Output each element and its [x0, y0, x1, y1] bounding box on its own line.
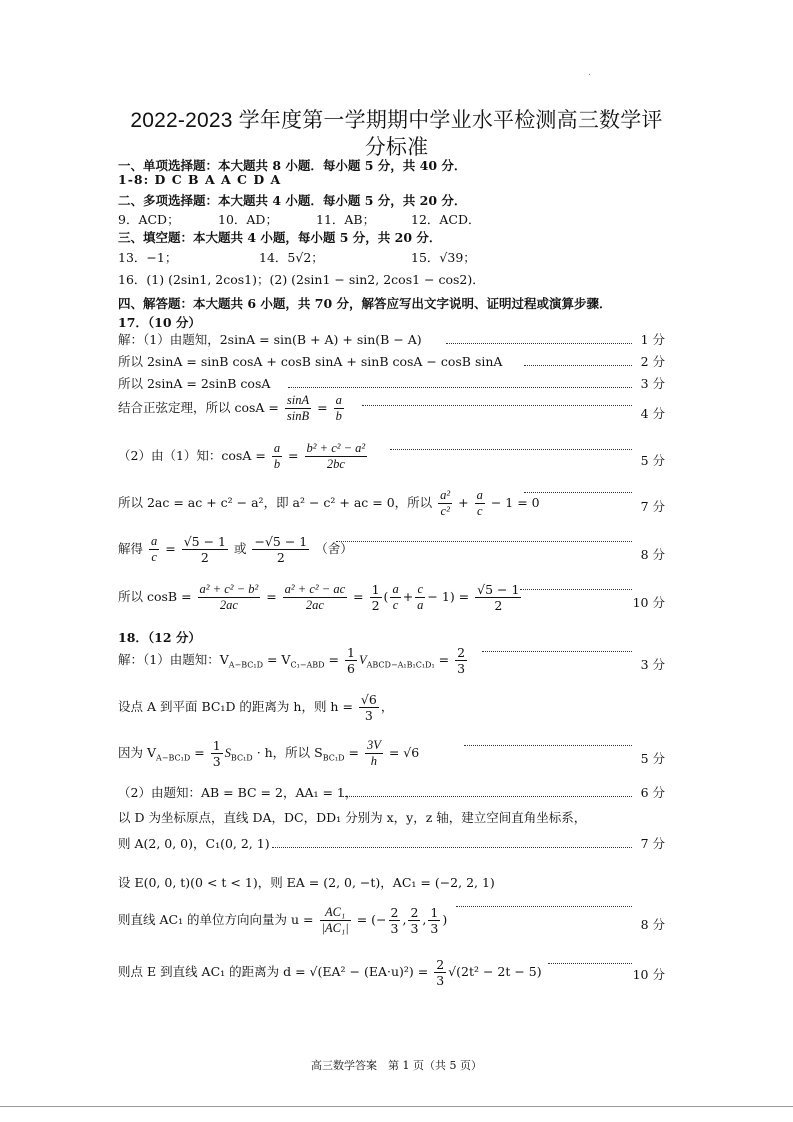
- score: 8 分: [640, 547, 665, 562]
- text: 解得: [118, 541, 144, 556]
- text: 解：（1）由题知：V: [118, 652, 229, 667]
- leader-dots: [446, 343, 632, 344]
- denominator: 2: [371, 598, 380, 613]
- q18-line5: 以 D 为坐标原点，直线 DA，DC，DD₁ 分别为 x，y，z 轴，建立空间直角坐标系，: [118, 810, 587, 825]
- fraction: [389, 905, 401, 936]
- numerator: b² + c² − a²: [306, 441, 366, 455]
- equals: =: [288, 448, 299, 463]
- fraction: [475, 582, 521, 613]
- score: 6 分: [640, 785, 665, 800]
- q17-line2: 所以 2sinA = sinB cosA + cosB sinA + sinB cosA − cosB sinA: [118, 354, 503, 369]
- section-solution-heading: 四、解答题：本大题共 6 小题，共 70 分，解答应写出文字说明、证明过程或演算步骤．: [118, 296, 612, 311]
- text: √(2t² − 2t − 5): [448, 964, 542, 979]
- score: 2 分: [640, 354, 665, 369]
- numerator: a: [335, 393, 342, 407]
- denominator: c²: [440, 504, 450, 518]
- score: 8 分: [640, 917, 665, 932]
- fraction: [359, 692, 379, 723]
- denominator: 3: [364, 708, 373, 723]
- text: 结合正弦定理，所以 cosA =: [118, 400, 279, 415]
- denominator: 3: [212, 754, 221, 769]
- leader-dots: [482, 651, 632, 652]
- fraction: [438, 488, 452, 519]
- text: 设点 A 到平面 BC₁D 的距离为 h，则 h =: [118, 699, 353, 714]
- equals: =: [266, 589, 277, 604]
- score: 3 分: [640, 376, 665, 391]
- numerator: √5 − 1: [477, 582, 520, 597]
- text: 则直线 AC₁ 的单位方向向量为 u =: [118, 912, 314, 927]
- fraction: [455, 645, 467, 676]
- subscript: A−BC₁D: [228, 660, 263, 670]
- fraction: [365, 738, 383, 769]
- answer-12: 12．ACD．: [411, 212, 481, 227]
- text: 或: [233, 541, 247, 556]
- numerator: 2: [410, 905, 419, 920]
- q17-line4: [118, 393, 346, 424]
- denominator: c: [151, 550, 157, 564]
- text: S: [224, 746, 231, 760]
- leader-dots: [520, 589, 632, 590]
- paren: ): [442, 912, 448, 927]
- denominator: c: [476, 504, 483, 518]
- q18-line1: [118, 645, 469, 676]
- subscript: A−BC₁D: [156, 753, 191, 763]
- equals: =: [317, 400, 328, 415]
- subscript: BC₁D: [230, 753, 253, 763]
- q17-line6: [118, 488, 540, 519]
- score: 1 分: [640, 332, 665, 347]
- denominator: |AC₁|: [321, 921, 349, 935]
- q18-line9: [118, 957, 542, 988]
- text: = (−: [356, 912, 387, 927]
- numerator: −√5 − 1: [254, 534, 308, 549]
- text: = √6: [388, 745, 420, 760]
- fraction: [283, 582, 347, 613]
- numerator: 1: [212, 738, 221, 753]
- numerator: a: [392, 582, 399, 596]
- q17-line7: [118, 534, 353, 565]
- text: = V: [266, 652, 291, 667]
- q17-heading: 17．（10 分）: [118, 315, 201, 330]
- score: 7 分: [640, 499, 665, 514]
- text: V: [358, 653, 367, 667]
- fraction: [320, 905, 351, 936]
- denominator: 3: [390, 921, 399, 936]
- answer-15: 15．√39；: [411, 250, 476, 265]
- comma: ,: [402, 912, 407, 927]
- q17-line3: 所以 2sinA = 2sinB cosA: [118, 376, 271, 391]
- fraction: [149, 534, 159, 565]
- leader-dots: [464, 745, 632, 746]
- subscript: ABCD−A₁B₁C₁D₁: [366, 660, 435, 670]
- section-single-choice-answers: 1-8: D C B A A C D A: [118, 172, 282, 187]
- text: 则点 E 到直线 AC₁ 的距离为 d = √(EA² − (EA·u)²) =: [118, 964, 429, 979]
- fraction: [334, 393, 344, 424]
- equals: =: [348, 745, 359, 760]
- denominator: 3: [436, 973, 445, 988]
- numerator: √6: [360, 692, 377, 707]
- denominator: sinB: [286, 409, 310, 423]
- answer-13: 13．−1；: [118, 250, 178, 265]
- denominator: 2: [200, 550, 209, 565]
- leader-dots: [336, 541, 632, 542]
- text: 所以 cosB =: [118, 589, 192, 604]
- answer-10: 10．AD；: [218, 212, 278, 227]
- answer-14: 14．5√2；: [259, 250, 324, 265]
- numerator: AC₁: [320, 905, 351, 921]
- numerator: a² + c² − ac: [284, 582, 346, 596]
- text: 所以 2ac = ac + c² − a²，即 a² − c² + ac = 0，所以: [118, 495, 433, 510]
- numerator: 3V: [366, 738, 381, 752]
- text: （舍）: [315, 541, 353, 556]
- answer-16: 16．(1) (2sin1, 2cos1)；(2) (2sin1 − sin2, 2cos1 − cos2)．: [118, 272, 485, 287]
- leader-dots: [362, 405, 632, 406]
- numerator: a: [151, 534, 158, 548]
- fraction: [370, 582, 382, 613]
- numerator: √5 − 1: [183, 534, 226, 549]
- numerator: 1: [347, 645, 355, 660]
- text: （2）由（1）知：cosA =: [118, 448, 266, 463]
- subscript: BC₁D: [322, 753, 345, 763]
- q17-line5: [118, 441, 369, 472]
- section-fill-heading: 三、填空题：本大题共 4 小题，每小题 5 分，共 20 分．: [118, 230, 442, 245]
- text: · h，所以 S: [256, 745, 323, 760]
- fraction: [272, 441, 282, 472]
- fraction: [182, 534, 228, 565]
- q18-line7: 设 E(0, 0, t)(0 < t < 1)，则 EA = (2, 0, −t)，AC₁ = (−2, 2, 1): [118, 875, 495, 890]
- fraction: [305, 441, 368, 472]
- equals: =: [165, 541, 176, 556]
- fraction: [434, 957, 446, 988]
- leader-dots: [272, 847, 632, 848]
- paren: (: [383, 589, 389, 604]
- numerator: a² + c² − b²: [199, 582, 259, 596]
- score: 10 分: [632, 967, 665, 982]
- text: − 1 = 0: [490, 495, 540, 510]
- equals: =: [353, 589, 364, 604]
- denominator: c: [392, 598, 399, 612]
- plus: +: [402, 589, 414, 604]
- leader-dots: [524, 492, 632, 493]
- equals: =: [328, 652, 340, 667]
- leader-dots: [456, 906, 632, 907]
- text: − 1) =: [427, 589, 470, 604]
- answer-9: 9．ACD；: [118, 212, 180, 227]
- denominator: b: [335, 409, 342, 423]
- numerator: 2: [390, 905, 399, 920]
- denominator: 3: [430, 921, 439, 936]
- dot-mark: .: [588, 68, 591, 78]
- q18-line8: [118, 905, 447, 936]
- equals: =: [438, 652, 450, 667]
- numerator: 2: [457, 645, 466, 660]
- leader-dots: [288, 387, 632, 388]
- numerator: sinA: [286, 393, 310, 407]
- q18-line3: [118, 738, 419, 769]
- denominator: a: [417, 598, 424, 612]
- numerator: c: [415, 582, 425, 598]
- numerator: a: [476, 488, 483, 502]
- q18-line2: [118, 692, 393, 723]
- page-footer: 高三数学答案 第 1 页（共 5 页）: [311, 1059, 482, 1072]
- page-title: 2022-2023 学年度第一学期期中学业水平检测高三数学评: [130, 109, 663, 132]
- denominator: 2: [494, 598, 503, 613]
- score: 10 分: [632, 595, 665, 610]
- fraction: [345, 645, 357, 676]
- numerator: a: [273, 441, 281, 455]
- fraction: [390, 582, 400, 613]
- text: 因为 V: [118, 745, 157, 760]
- score: 4 分: [640, 406, 665, 421]
- numerator: 1: [430, 905, 439, 920]
- bottom-rule: [0, 1106, 793, 1107]
- denominator: b: [273, 457, 281, 471]
- text: ，: [380, 699, 394, 714]
- page-title-cont: 分标准: [364, 136, 429, 159]
- denominator: 3: [410, 921, 419, 936]
- section-single-choice-heading: 一、单项选择题：本大题共 8 小题．每小题 5 分，共 40 分．: [118, 158, 467, 173]
- numerator: 2: [436, 957, 445, 972]
- score: 3 分: [640, 657, 665, 672]
- denominator: 2ac: [305, 598, 324, 612]
- score: 5 分: [640, 751, 665, 766]
- denominator: 2ac: [219, 598, 238, 612]
- denominator: 2bc: [326, 457, 345, 471]
- denominator: 2: [276, 550, 285, 565]
- score: 5 分: [640, 453, 665, 468]
- leader-dots: [524, 365, 632, 366]
- q18-line6: 则 A(2, 0, 0)，C₁(0, 2, 1): [118, 836, 270, 851]
- score: 7 分: [640, 836, 665, 851]
- q17-line1: 解：（1）由题知，2sinA = sin(B + A) + sin(B − A): [118, 332, 422, 347]
- fraction: [408, 905, 420, 936]
- fraction: [428, 905, 440, 936]
- q18-line4: （2）由题知：AB = BC = 2，AA₁ = 1，: [118, 785, 358, 800]
- numerator: a²: [440, 488, 451, 502]
- fraction: [198, 582, 261, 613]
- fraction: [211, 738, 223, 769]
- denominator: h: [370, 754, 378, 768]
- numerator: 1: [371, 582, 380, 597]
- subscript: C₁−ABD: [290, 660, 325, 670]
- fraction: [415, 582, 425, 613]
- plus: +: [458, 495, 469, 510]
- leader-dots: [548, 963, 632, 964]
- answer-11: 11．AB；: [316, 212, 376, 227]
- equals: =: [194, 745, 205, 760]
- section-multi-choice-heading: 二、多项选择题：本大题共 4 小题．每小题 5 分，共 20 分．: [118, 193, 467, 208]
- leader-dots: [340, 796, 632, 797]
- fraction: [475, 488, 485, 519]
- fraction: [252, 534, 309, 565]
- leader-dots: [390, 449, 632, 450]
- comma: ,: [422, 912, 427, 927]
- denominator: 3: [457, 661, 466, 676]
- denominator: 6: [347, 661, 355, 676]
- q17-line8: [118, 582, 523, 613]
- fraction: [285, 393, 311, 424]
- q18-heading: 18．（12 分）: [118, 630, 201, 645]
